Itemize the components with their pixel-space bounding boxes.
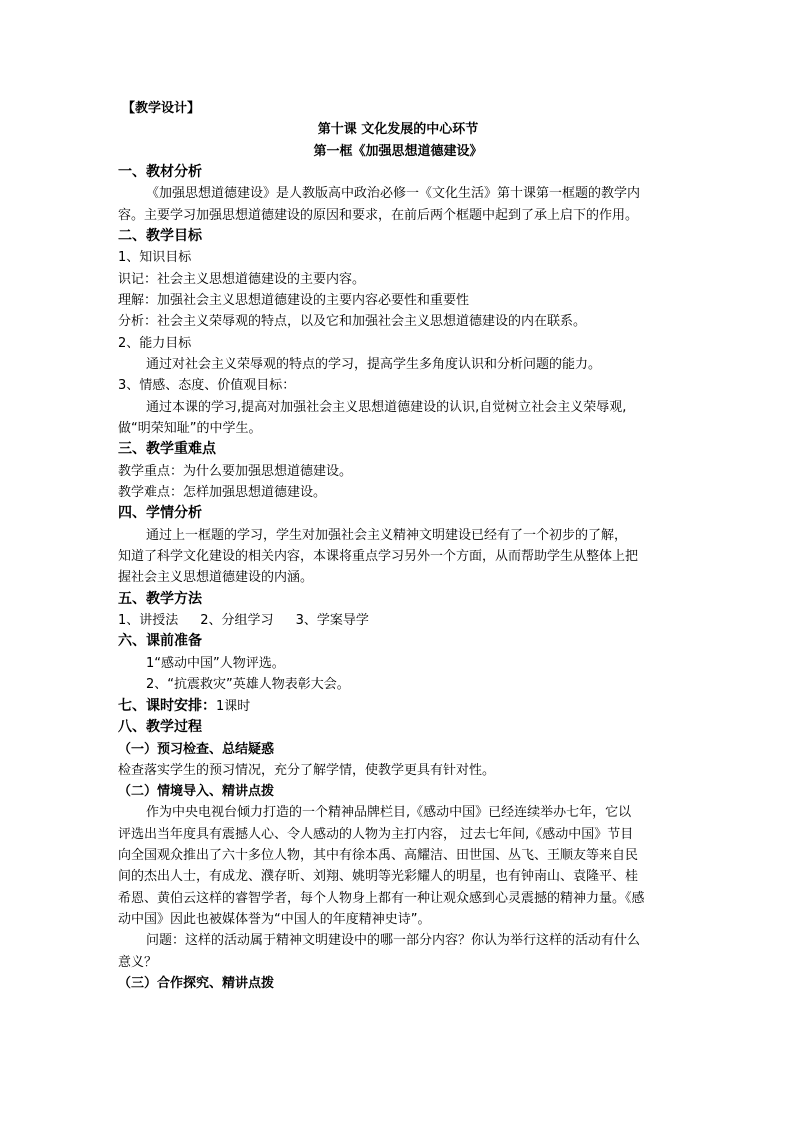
subheading-cooperation: （三）合作探究、精讲点拨 <box>118 975 275 991</box>
knowledge-goal-item: 分析：社会主义荣辱观的特点，以及它和加强社会主义思想道德建设的内在联系。 <box>118 314 587 330</box>
paragraph-line: 检查落实学生的预习情况，充分了解学情，使教学更具有针对性。 <box>118 762 496 778</box>
ability-goal-title: 2、能力目标 <box>118 335 192 351</box>
emotion-goal-title: 3、情感、态度、价值观目标： <box>118 378 296 394</box>
section-heading-5: 五、教学方法 <box>118 590 202 607</box>
ability-goal-text: 通过对社会主义荣辱观的特点的学习，提高学生多角度认识和分析问题的能力。 <box>146 356 602 372</box>
class-hours <box>118 696 678 718</box>
document-page <box>118 98 678 994</box>
doc-label: 【教学设计】 <box>122 101 201 116</box>
frame-title: 第一框《加强思想道德建设》 <box>313 143 483 159</box>
teaching-methods <box>118 610 678 631</box>
question-line: 意义？ <box>118 954 158 970</box>
paragraph-line: 作为中央电视台倾力打造的一个精神品牌栏目,《感动中国》已经连续举办七年，它以 <box>146 805 632 821</box>
section-heading-4: 四、学情分析 <box>118 505 202 522</box>
emotion-goal-text: 做“明荣知耻”的中学生。 <box>118 420 262 436</box>
paragraph-line: 握社会主义思想道德建设的内涵。 <box>118 570 314 586</box>
knowledge-goal-item: 理解：加强社会主义思想道德建设的主要内容必要性和重要性 <box>118 293 470 309</box>
subheading-preview: （一）预习检查、总结疑惑 <box>118 741 275 757</box>
method-item: 3、学案导学 <box>295 613 369 629</box>
paragraph-line: 通过上一框题的学习，学生对加强社会主义精神文明建设已经有了一个初步的了解， <box>146 527 628 543</box>
class-hours-value: 1课时 <box>216 698 251 714</box>
subheading-introduction: （二）情境导入、精讲点拨 <box>118 784 275 800</box>
method-item: 1、讲授法 <box>118 613 179 629</box>
paragraph-line: 向全国观众推出了六十多位人物，其中有徐本禹、高耀洁、田世国、丛飞、王顺友等来自民 <box>118 848 639 864</box>
knowledge-goal-item: 识记：社会主义思想道德建设的主要内容。 <box>118 271 366 287</box>
method-item: 2、分组学习 <box>200 613 274 629</box>
section-heading-1: 一、教材分析 <box>118 163 202 180</box>
paragraph-line: 容。主要学习加强思想道德建设的原因和要求，在前后两个框题中起到了承上启下的作用。 <box>118 207 639 223</box>
paragraph-line: 知道了科学文化建设的相关内容，本课将重点学习另外一个方面，从而帮助学生从整体上把 <box>118 549 639 565</box>
section-heading-2: 二、教学目标 <box>118 227 202 244</box>
preparation-item: 1“感动中国”人物评选。 <box>146 655 285 671</box>
question-line: 问题：这样的活动属于精神文明建设中的哪一部分内容？你认为举行这样的活动有什么 <box>146 933 641 949</box>
preparation-item: 2、“抗震救灾”英雄人物表彰大会。 <box>146 677 350 693</box>
paragraph-line: 《加强思想道德建设》是人教版高中政治必修一《文化生活》第十课第一框题的教学内 <box>146 186 641 202</box>
section-heading-3: 三、教学重难点 <box>118 441 216 458</box>
paragraph-line: 间的杰出人士，有成龙、濮存昕、刘翔、姚明等光彩耀人的明星，也有钟南山、袁隆平、桂 <box>118 869 639 885</box>
section-heading-8: 八、教学过程 <box>118 719 202 736</box>
section-heading-6: 六、课前准备 <box>118 633 202 650</box>
paragraph-line: 评选出当年度具有震撼人心、令人感动的人物为主打内容， 过去七年间,《感动中国》节目 <box>118 826 634 842</box>
paragraph-line: 动中国》因此也被媒体誉为“中国人的年度精神史诗”。 <box>118 911 431 927</box>
paragraph-line: 希恩、黄伯云这样的睿智学者，每个人物身上都有一种让观众感到心灵震撼的精神力量。《感 <box>118 890 645 906</box>
teaching-key-point: 教学重点：为什么要加强思想道德建设。 <box>118 463 353 479</box>
knowledge-goal-title: 1、知识目标 <box>118 250 192 266</box>
lesson-title: 第十课 文化发展的中心环节 <box>317 122 479 138</box>
teaching-difficulty: 教学难点：怎样加强思想道德建设。 <box>118 484 327 500</box>
section-heading-7: 七、课时安排： <box>118 697 216 714</box>
emotion-goal-text: 通过本课的学习,提高对加强社会主义思想道德建设的认识,自觉树立社会主义荣辱观, <box>146 399 627 415</box>
